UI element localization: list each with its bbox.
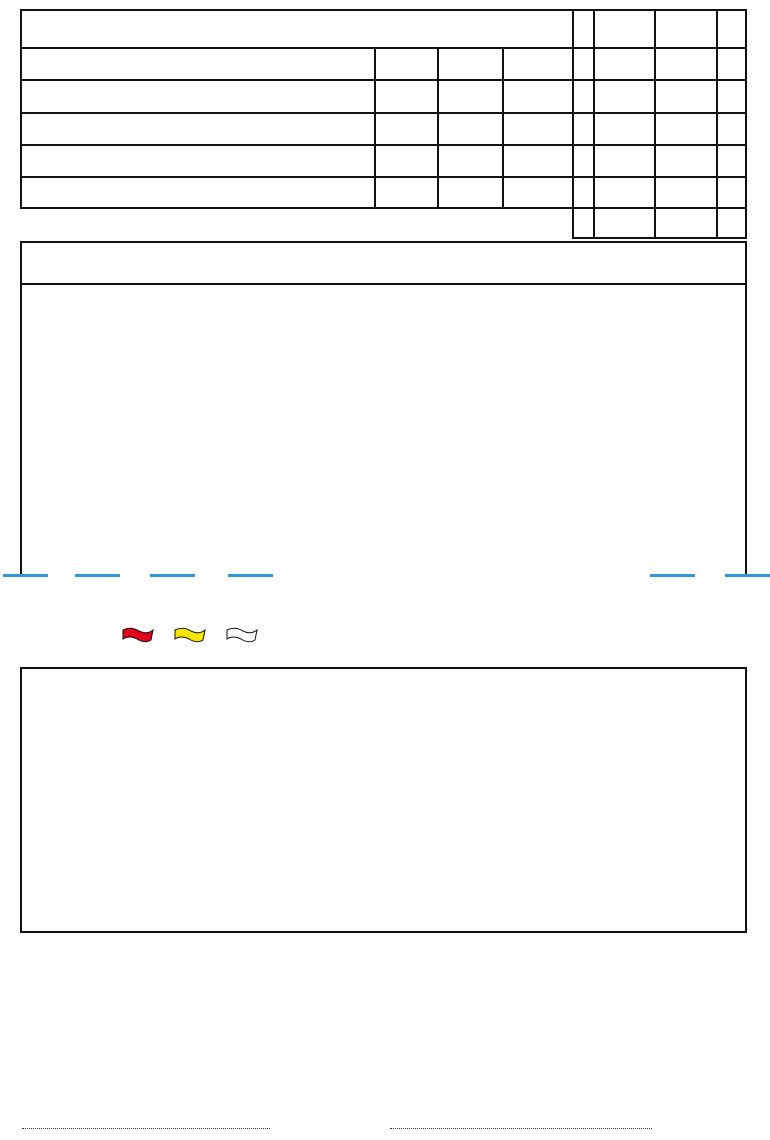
back-nine-table [20, 667, 747, 933]
front-nine-table [20, 241, 747, 577]
course-handicap-header [439, 49, 502, 79]
tick-mark [574, 11, 593, 47]
white-flag-icon [225, 627, 259, 643]
playing-handicap-header [504, 49, 572, 79]
player-signature-field[interactable] [390, 1117, 652, 1129]
red-flag-icon [121, 627, 155, 643]
flag-positions [115, 627, 259, 643]
yellow-flag-icon [173, 627, 207, 643]
slope-rating-header [656, 11, 716, 47]
player-signature-line [388, 1117, 652, 1129]
marker-signature-field[interactable] [22, 1117, 270, 1129]
marker-signature-line [20, 1117, 270, 1129]
course-rating-value [595, 49, 654, 79]
handicap-index-header [376, 49, 437, 79]
course-rating-header [595, 11, 654, 47]
